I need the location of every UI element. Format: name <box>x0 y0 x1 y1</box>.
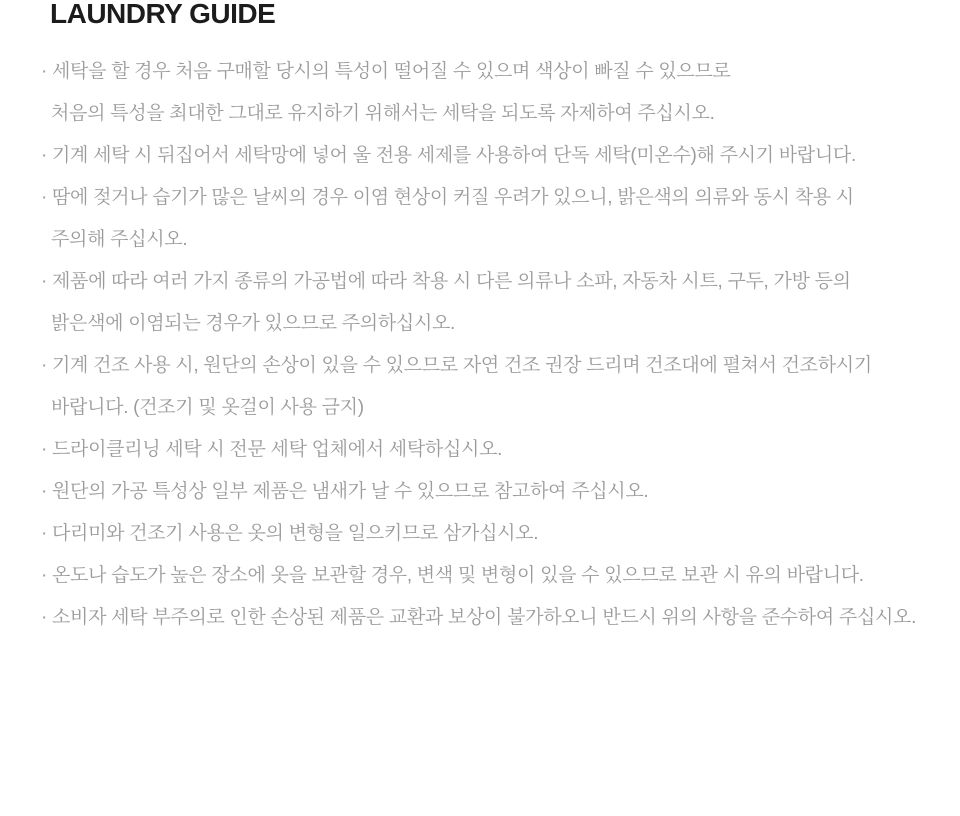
guide-line: · 땀에 젖거나 습기가 많은 날씨의 경우 이염 현상이 커질 우려가 있으니, 밝은색의 의류와 동시 착용 시 <box>41 187 854 208</box>
guide-line: · 기계 세탁 시 뒤집어서 세탁망에 넣어 울 전용 세제를 사용하여 단독 세탁(미온수)해 주시기 바랍니다. <box>41 145 856 166</box>
guide-line: 처음의 특성을 최대한 그대로 유지하기 위해서는 세탁을 되도록 자제하여 주십시오. <box>51 103 715 124</box>
guide-line: · 원단의 가공 특성상 일부 제품은 냄새가 날 수 있으므로 참고하여 주십시오. <box>41 481 649 502</box>
guide-line: 바랍니다. (건조기 및 옷걸이 사용 금지) <box>51 397 364 418</box>
page-title: LAUNDRY GUIDE <box>50 0 276 29</box>
guide-line: · 다리미와 건조기 사용은 옷의 변형을 일으키므로 삼가십시오. <box>41 523 539 544</box>
guide-line: · 세탁을 할 경우 처음 구매할 당시의 특성이 떨어질 수 있으며 색상이 빠질 수 있으므로 <box>41 61 731 82</box>
guide-line: · 드라이클리닝 세탁 시 전문 세탁 업체에서 세탁하십시오. <box>41 439 503 460</box>
guide-line: 밝은색에 이염되는 경우가 있으므로 주의하십시오. <box>51 313 456 334</box>
guide-lines <box>41 51 940 639</box>
guide-line: · 제품에 따라 여러 가지 종류의 가공법에 따라 착용 시 다른 의류나 소파, 자동차 시트, 구두, 가방 등의 <box>41 271 851 292</box>
guide-line: · 소비자 세탁 부주의로 인한 손상된 제품은 교환과 보상이 불가하오니 반드시 위의 사항을 준수하여 주십시오. <box>41 607 917 628</box>
guide-line: · 기계 건조 사용 시, 원단의 손상이 있을 수 있으므로 자연 건조 권장 드리며 건조대에 펼쳐서 건조하시기 <box>41 355 872 376</box>
guide-line: · 온도나 습도가 높은 장소에 옷을 보관할 경우, 변색 및 변형이 있을 수 있으므로 보관 시 유의 바랍니다. <box>41 565 864 586</box>
guide-line: 주의해 주십시오. <box>51 229 188 250</box>
